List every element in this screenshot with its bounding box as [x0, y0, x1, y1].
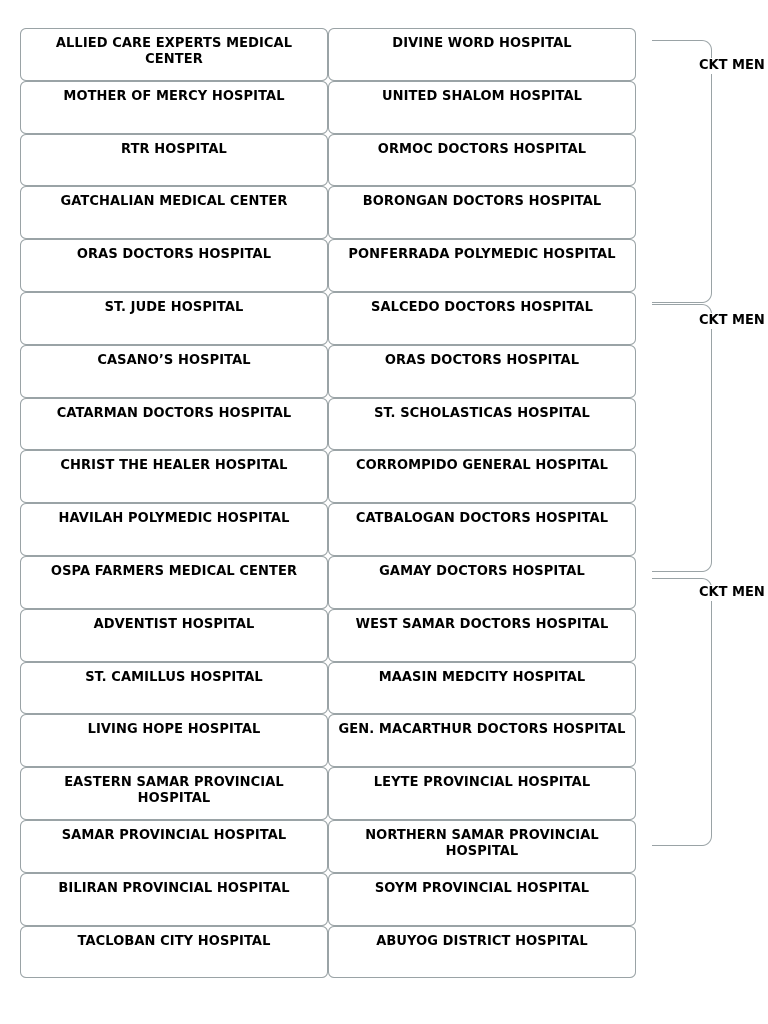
hospital-cell-left: ALLIED CARE EXPERTS MEDICAL CENTER — [20, 28, 328, 81]
bracket-label-1: CKT MEN — [699, 58, 765, 73]
hospital-cell-right: PONFERRADA POLYMEDIC HOSPITAL — [328, 239, 636, 292]
table-row — [20, 714, 636, 767]
bracket-label-2: CKT MEN — [699, 313, 765, 328]
hospital-cell-right: CATBALOGAN DOCTORS HOSPITAL — [328, 503, 636, 556]
hospital-cell-left: OSPA FARMERS MEDICAL CENTER — [20, 556, 328, 609]
hospital-cell-left: MOTHER OF MERCY HOSPITAL — [20, 81, 328, 134]
table-row — [20, 609, 636, 662]
hospital-cell-right: BORONGAN DOCTORS HOSPITAL — [328, 186, 636, 239]
bracket-group-2 — [652, 304, 712, 572]
hospital-cell-left: GATCHALIAN MEDICAL CENTER — [20, 186, 328, 239]
bracket-group-1 — [652, 40, 712, 303]
hospital-cell-left: ORAS DOCTORS HOSPITAL — [20, 239, 328, 292]
table-row — [20, 398, 636, 451]
table-row — [20, 28, 636, 81]
hospital-cell-right: SOYM PROVINCIAL HOSPITAL — [328, 873, 636, 926]
bracket-label-3: CKT MEN — [699, 585, 765, 600]
hospital-cell-right: WEST SAMAR DOCTORS HOSPITAL — [328, 609, 636, 662]
hospital-cell-left: LIVING HOPE HOSPITAL — [20, 714, 328, 767]
hospital-grid — [20, 28, 636, 978]
table-row — [20, 81, 636, 134]
hospital-cell-left: ST. CAMILLUS HOSPITAL — [20, 662, 328, 715]
hospital-cell-right: CORROMPIDO GENERAL HOSPITAL — [328, 450, 636, 503]
table-row — [20, 556, 636, 609]
table-row — [20, 292, 636, 345]
hospital-cell-right: NORTHERN SAMAR PROVINCIAL HOSPITAL — [328, 820, 636, 873]
hospital-cell-right: GAMAY DOCTORS HOSPITAL — [328, 556, 636, 609]
table-row — [20, 186, 636, 239]
hospital-cell-left: RTR HOSPITAL — [20, 134, 328, 187]
table-row — [20, 345, 636, 398]
table-row — [20, 239, 636, 292]
table-row — [20, 662, 636, 715]
hospital-cell-left: EASTERN SAMAR PROVINCIAL HOSPITAL — [20, 767, 328, 820]
hospital-cell-right: ORMOC DOCTORS HOSPITAL — [328, 134, 636, 187]
hospital-cell-right: LEYTE PROVINCIAL HOSPITAL — [328, 767, 636, 820]
hospital-cell-left: CASANO’S HOSPITAL — [20, 345, 328, 398]
hospital-cell-left: HAVILAH POLYMEDIC HOSPITAL — [20, 503, 328, 556]
hospital-cell-right: SALCEDO DOCTORS HOSPITAL — [328, 292, 636, 345]
table-row — [20, 926, 636, 979]
hospital-cell-right: GEN. MACARTHUR DOCTORS HOSPITAL — [328, 714, 636, 767]
hospital-cell-right: ST. SCHOLASTICAS HOSPITAL — [328, 398, 636, 451]
table-row — [20, 767, 636, 820]
table-row — [20, 134, 636, 187]
hospital-cell-left: ADVENTIST HOSPITAL — [20, 609, 328, 662]
hospital-cell-left: BILIRAN PROVINCIAL HOSPITAL — [20, 873, 328, 926]
table-row — [20, 450, 636, 503]
hospital-cell-right: MAASIN MEDCITY HOSPITAL — [328, 662, 636, 715]
hospital-cell-left: CHRIST THE HEALER HOSPITAL — [20, 450, 328, 503]
hospital-cell-right: UNITED SHALOM HOSPITAL — [328, 81, 636, 134]
table-row — [20, 503, 636, 556]
hospital-cell-left: TACLOBAN CITY HOSPITAL — [20, 926, 328, 979]
hospital-cell-left: CATARMAN DOCTORS HOSPITAL — [20, 398, 328, 451]
table-row — [20, 820, 636, 873]
table-row — [20, 873, 636, 926]
hospital-cell-right: DIVINE WORD HOSPITAL — [328, 28, 636, 81]
hospital-cell-right: ORAS DOCTORS HOSPITAL — [328, 345, 636, 398]
hospital-cell-left: SAMAR PROVINCIAL HOSPITAL — [20, 820, 328, 873]
hospital-cell-left: ST. JUDE HOSPITAL — [20, 292, 328, 345]
hospital-cell-right: ABUYOG DISTRICT HOSPITAL — [328, 926, 636, 979]
bracket-group-3 — [652, 578, 712, 846]
